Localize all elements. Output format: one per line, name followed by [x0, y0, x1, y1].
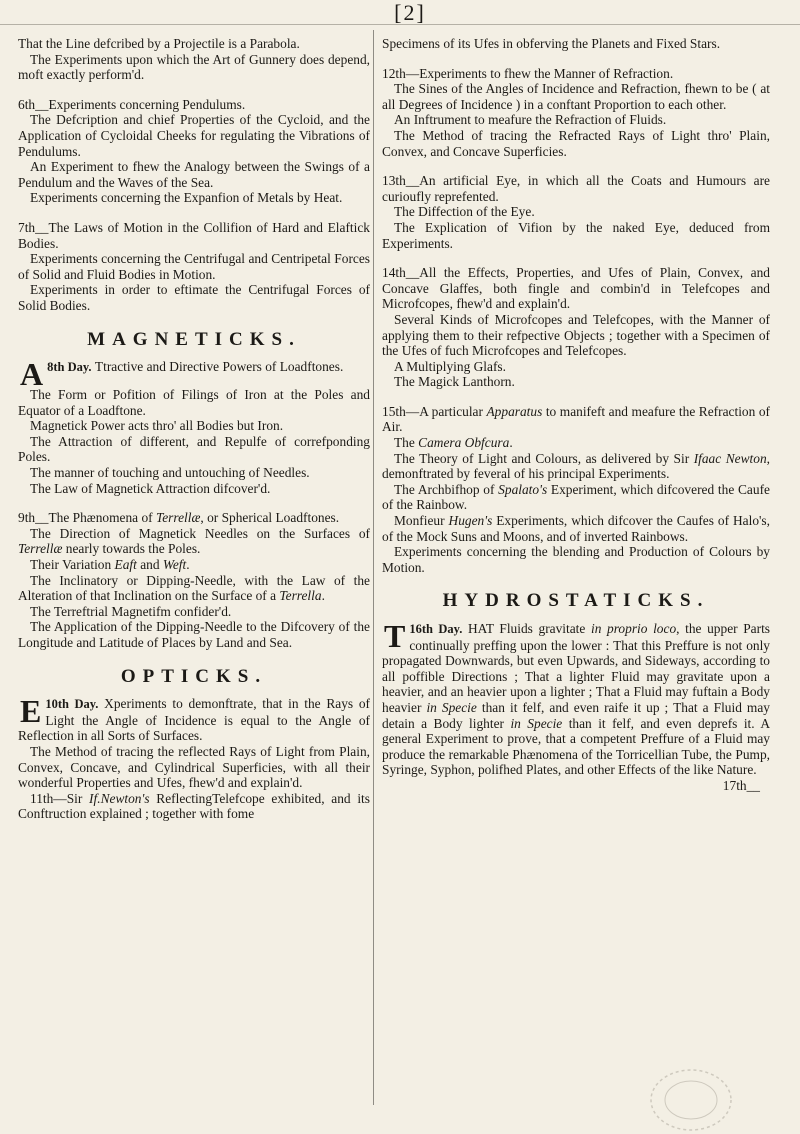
- italic-run: in proprio loco: [590, 621, 677, 636]
- paragraph: The Attraction of different, and Repulfe of correfponding Poles.: [18, 433, 370, 465]
- section-sixth-title: 6th__Experiments concerning Pendulums.: [18, 96, 246, 112]
- paragraph: That the Line defcribed by a Projectile is a Parabola.: [18, 36, 300, 51]
- text-run: than it felf, and even deprefs it. A general Experiment to prove, that a competent Preffure of a Fluid may produce the remarkable Phænomena of the Torricellian Tube, the Pump, Syringe, Syphon, polifhed Plates, and other Effects of the like Nature.: [382, 715, 770, 778]
- text-run: and: [136, 557, 163, 573]
- opening-text: Xperiments to demonftrate, that in the Rays of Light the Angle of Incidence is equal to the Angle of Reflection in all Sorts of Surfaces.: [18, 696, 370, 744]
- paragraph: [18, 557, 370, 573]
- italic-run: Terrellæ: [155, 510, 201, 526]
- paragraph: [18, 526, 370, 557]
- paragraph: An Inftrument to meafure the Refraction of Fluids.: [394, 112, 667, 128]
- paragraph: [18, 791, 370, 822]
- text-run: Experiment, which difcovered the Caufe of the Rainbow.: [382, 481, 770, 513]
- paragraph: The Defcription and chief Properties of the Cycloid, and the Application of Cycloidal Cheeks for regulating the Vibrations of Pendulums.: [18, 112, 370, 159]
- paragraph: [382, 513, 770, 544]
- text-run: The Direction of Magnetick Needles on the Surfaces of: [30, 525, 370, 541]
- text-run: than it felf, and even raife it up ; That a Fluid may detain a Body lighter: [382, 699, 770, 731]
- drop-cap: T: [384, 618, 406, 654]
- text-run: 9th__The Phænomena of: [18, 510, 156, 526]
- paragraph: Specimens of its Ufes in obferving the Planets and Fixed Stars.: [382, 36, 721, 51]
- right-column: [382, 36, 770, 794]
- faded-ornament-stamp: [636, 1056, 746, 1134]
- heading-magneticks: MAGNETICKS.: [87, 328, 301, 350]
- column-divider: [373, 30, 374, 1105]
- text-run: , or Spherical Loadftones.: [200, 510, 340, 526]
- italic-run: Hugen's: [448, 513, 493, 529]
- paragraph: A Multiplying Glafs.: [394, 358, 506, 374]
- paragraph: [382, 435, 770, 451]
- magneticks-opening: [18, 356, 370, 393]
- heading-opticks: OPTICKS.: [120, 665, 268, 687]
- paragraph: The Terreftrial Magnetifm confider'd.: [30, 603, 232, 619]
- left-column: [18, 36, 370, 822]
- text-run: The Theory of Light and Colours, as delivered by Sir: [394, 450, 694, 466]
- paragraph: The Method of tracing the reflected Rays of Light from Plain, Convex, Concave, and Cylindrical Superficies, with all their wonderful Properties and Ufes, fhew'd and explain'd.: [18, 743, 370, 791]
- text-run: nearly towards the Poles.: [62, 541, 201, 557]
- text-run: .: [509, 435, 513, 451]
- text-run: The Archbifhop of: [394, 481, 499, 497]
- drop-cap: A: [20, 356, 44, 393]
- italic-run: Apparatus: [486, 403, 543, 419]
- text-run: to manifeft and meafure the Refraction of Air.: [382, 403, 771, 435]
- text-run: , demonftrated by feveral of his principal Experiments.: [382, 450, 770, 482]
- paragraph: Experiments concerning the Centrifugal and Centripetal Forces of Solid and Fluid Bodies in Motion.: [18, 251, 370, 282]
- paragraph: The Method of tracing the Refracted Rays of Light thro' Plain, Convex, and Concave Superficies.: [382, 127, 770, 159]
- text-run: 15th—A particular: [382, 403, 487, 419]
- heading-hydrostaticks: HYDROSTATICKS.: [442, 590, 710, 612]
- paragraph: The Law of Magnetick Attraction difcover'd.: [30, 480, 271, 496]
- paragraph: The Magick Lanthorn.: [394, 374, 515, 390]
- text-run: The: [394, 435, 419, 451]
- hydrostaticks-opening: [382, 618, 770, 778]
- text-run: .: [186, 557, 190, 573]
- text-run: .: [321, 588, 325, 604]
- paragraph: [18, 573, 370, 604]
- paragraph: The Explication of Vifion by the naked Eye, deduced from Experiments.: [382, 219, 770, 251]
- section-thirteenth-title: 13th__An artificial Eye, in which all the Coats and Humours are curioufly reprefented.: [382, 173, 770, 204]
- paragraph: [382, 482, 770, 513]
- section-seventh-title: 7th__The Laws of Motion in the Collifion of Hard and Elaftick Bodies.: [18, 219, 370, 251]
- paragraph: Magnetick Power acts thro' all Bodies but Iron.: [30, 418, 284, 434]
- section-fourteenth-title: 14th__All the Effects, Properties, and Ufes of Plain, Convex, and Concave Glaffes, both fingle and combin'd in Telefcopes and Microfcopes, fhew'd and explain'd.: [382, 265, 770, 312]
- day-label: 10th Day.: [45, 697, 99, 712]
- paragraph: An Experiment to fhew the Analogy between the Swings of a Pendulum and the Waves of the Sea.: [18, 159, 370, 190]
- section-ninth-title: [18, 510, 370, 526]
- italic-run: Terrellæ: [18, 541, 63, 557]
- paragraph: Experiments concerning the Expanfion of Metals by Heat.: [30, 190, 343, 206]
- page-number: [2]: [394, 0, 426, 25]
- text-run: 11th—Sir: [30, 790, 90, 806]
- text-run: Their Variation: [30, 557, 115, 573]
- paragraph: Several Kinds of Microfcopes and Telefcopes, with the Manner of applying them to their refpective Objects ; together with a Specimen of the Ufes of fuch Microfcopes and Telefcopes.: [382, 311, 770, 359]
- opening-text: Ttractive and Directive Powers of Loadftones.: [94, 359, 344, 375]
- section-twelfth-title: 12th—Experiments to fhew the Manner of Refraction.: [382, 65, 674, 81]
- italic-run: in Specie: [510, 715, 563, 731]
- text-run: The Inclinatory or Dipping-Needle, with the Law of the Alteration of that Inclination on the Surface of a: [18, 572, 370, 604]
- italic-run: If.Newton's: [89, 790, 150, 806]
- paragraph: The Form or Pofition of Filings of Iron at the Poles and Equator of a Loadftone.: [18, 387, 370, 418]
- paragraph: The manner of touching and untouching of Needles.: [30, 465, 310, 481]
- paragraph: Experiments in order to eftimate the Centrifugal Forces of Solid Bodies.: [18, 282, 370, 313]
- paragraph: The Sines of the Angles of Incidence and Refraction, fhewn to be ( at all Degrees of Incidence ) in a conftant Proportion to each other.: [382, 81, 770, 112]
- text-run: ReflectingTelefcope exhibited, and its Conftruction explained ; together with fome: [18, 790, 370, 822]
- text-run: Experiments, which difcover the Caufes of Halo's, of the Mock Suns and Moons, and of inverted Rainbows.: [382, 513, 770, 544]
- italic-run: Camera Obfcura: [418, 435, 510, 451]
- text-run: Monfieur: [394, 513, 449, 529]
- day-label: 16th Day.: [409, 622, 463, 636]
- header-rule: [0, 24, 800, 25]
- italic-run: Terrella: [279, 588, 322, 604]
- paragraph: Experiments concerning the blending and Production of Colours by Motion.: [382, 544, 770, 575]
- text-run: , the upper Parts continually preffing upon the lower : That this Preffure is not only propagated Downwards, but even Upwards, and Sideways, according to all poffible Directions ; That a lighter Fluid may gravitate upon a heavier, and an heavier upon a lighter ; That a Fluid may fuftain a Body heavier: [382, 621, 770, 715]
- catchword: 17th__: [722, 777, 760, 793]
- opticks-opening: [18, 693, 370, 744]
- drop-cap: E: [20, 693, 42, 730]
- italic-run: Weft: [162, 557, 187, 573]
- italic-run: Spalato's: [498, 481, 548, 497]
- day-label: 8th Day.: [47, 360, 92, 375]
- text-run: HAT Fluids gravitate: [467, 621, 591, 636]
- italic-run: Ifaac Newton: [693, 450, 767, 466]
- paragraph: The Application of the Dipping-Needle to the Difcovery of the Longitude and Latitude of Places by Land and Sea.: [18, 619, 370, 650]
- section-fifteenth-title: [382, 404, 770, 435]
- italic-run: Eaft: [114, 557, 137, 573]
- italic-run: in Specie: [426, 699, 477, 715]
- paragraph: [382, 451, 770, 482]
- paragraph: The Diffection of the Eye.: [394, 204, 535, 220]
- paragraph: The Experiments upon which the Art of Gunnery does depend, moft exactly perform'd.: [18, 51, 370, 83]
